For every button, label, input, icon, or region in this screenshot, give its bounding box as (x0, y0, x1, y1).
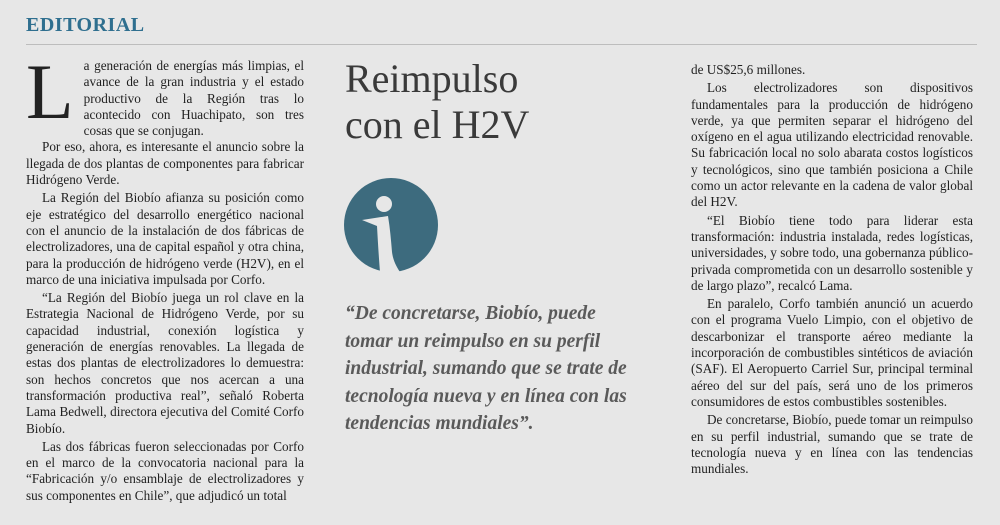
top-divider (26, 44, 977, 45)
body-paragraph: Los electrolizadores son dispositivos fundamentales para la producción de hidrógeno verde, ya que permiten separar el hidrógeno del oxígeno en el agua utilizando electricidad renovable. Su fabricación local no solo abarata costos logísticos y tecnológicos, sino que también posiciona a Chile como un actor relevante en la cadena de valor global del H2V. (691, 80, 973, 210)
body-paragraph: De concretarse, Biobío, puede tomar un reimpulso en su perfil industrial, sumando que se trate de tecnología nueva y en línea con las tendencias mundiales. (691, 412, 973, 477)
section-label: EDITORIAL (26, 14, 145, 36)
body-paragraph: “El Biobío tiene todo para liderar esta transformación: industria instalada, redes logísticas, universidades, y sobre todo, una gobernanza público-privada comprometida con un desarrollo sostenible y de largo plazo”, recalcó Lama. (691, 212, 973, 293)
lead-text: a generación de energías más limpias, el avance de la gran industria y el estado productivo de la Región tras lo acontecido con Huachipato, son tres cosas que se conjugan. (83, 58, 304, 139)
info-icon (344, 178, 438, 272)
left-column (26, 48, 304, 504)
body-paragraph: La Región del Biobío afianza su posición como eje estratégico del desarrollo energético nacional con el anuncio de la instalación de dos fábricas de electrolizadores, una de capital español y otra china, para la producción de hidrógeno verde (H2V), en el marco de una iniciativa impulsada por Corfo. (26, 190, 304, 287)
headline (345, 56, 625, 148)
continuation-text: de US$25,6 millones. (691, 62, 806, 77)
pull-quote: “De concretarse, Biobío, puede tomar un reimpulso en su perfil industrial, sumando que se trate de tecnología nueva y en línea con las tendencias mundiales”. (345, 303, 627, 434)
body-paragraph: Las dos fábricas fueron seleccionadas por Corfo en el marco de la convocatoria nacional para la “Fabricación y/o ensamblaje de electrolizadores y sus componentes en Chile”, que adjudicó un total (26, 438, 304, 503)
body-paragraph: En paralelo, Corfo también anunció un acuerdo con el programa Vuelo Limpio, con el objetivo de descarbonizar el transporte aéreo mediante la incorporación de combustibles sintéticos de aviación (SAF). El Aeropuerto Carriel Sur, principal terminal aéreo del sur del país, será uno de los primeros consumidores de estos combustibles sostenibles. (691, 296, 973, 409)
right-column (691, 62, 973, 477)
drop-cap: L (26, 48, 74, 135)
headline-line-2: con el H2V (345, 102, 530, 147)
lead-paragraph (26, 48, 304, 139)
body-paragraph: Por eso, ahora, es interesante el anuncio sobre la llegada de dos plantas de componentes para fabricar Hidrógeno Verde. (26, 139, 304, 188)
body-paragraph: “La Región del Biobío juega un rol clave en la Estrategia Nacional de Hidrógeno Verde, por su capacidad industrial, conexión logística y generación de energías renovables. La llegada de estas dos plantas de electrolizadores lo demuestra: son hechos concretos que nos acercan a una transformación productiva real”, señaló Roberta Lama Bedwell, directora ejecutiva del Comité Corfo Biobío. (26, 290, 304, 436)
headline-line-1: Reimpulso (345, 56, 519, 101)
